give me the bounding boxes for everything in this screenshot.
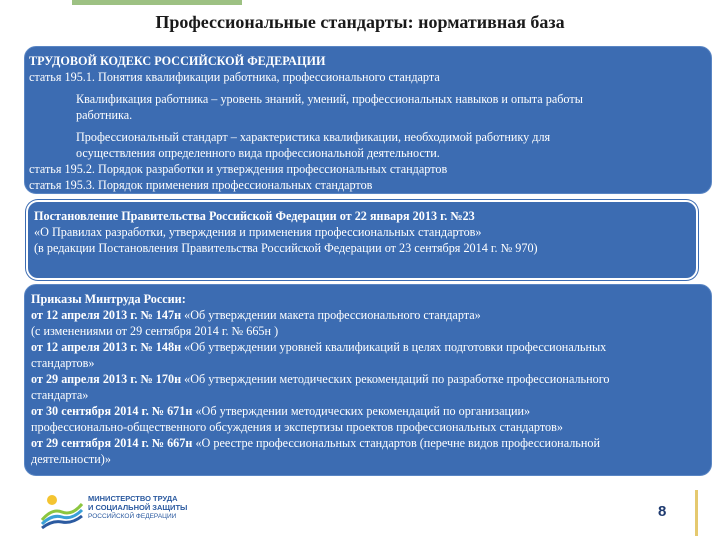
mintrud-orders-box (24, 284, 712, 476)
order-line: стандартов» (31, 356, 95, 370)
decree-title: «О Правилах разработки, утверждения и применения профессиональных стандартов» (34, 225, 482, 239)
order-line: деятельности)» (31, 452, 111, 466)
orders-heading: Приказы Минтруда России: (31, 292, 186, 306)
order-line: от 29 апреля 2013 г. № 170н «Об утверждении методических рекомендаций по разработке профессионального (31, 372, 610, 386)
page-number: 8 (658, 503, 667, 520)
labor-code-heading: ТРУДОВОЙ КОДЕКС РОССИЙСКОЙ ФЕДЕРАЦИИ (29, 54, 326, 68)
ministry-logo-icon (38, 490, 84, 530)
standard-definition-line1: Профессиональный стандарт – характеристика квалификации, необходимой работнику для (76, 130, 551, 144)
standard-definition-line2: осуществления определенного вида профессиональной деятельности. (76, 146, 440, 160)
order-line: от 29 сентября 2014 г. № 667н «О реестре профессиональных стандартов (перечне видов профессиональной (31, 436, 600, 450)
article-195-2: статья 195.2. Порядок разработки и утверждения профессиональных стандартов (29, 162, 448, 176)
government-decree-box (26, 200, 698, 280)
order-line: от 30 сентября 2014 г. № 671н «Об утверждении методических рекомендаций по организации» (31, 404, 531, 418)
order-line: от 12 апреля 2013 г. № 148н «Об утверждении уровней квалификаций в целях подготовки профессиональных (31, 340, 607, 354)
labor-code-box (24, 46, 712, 194)
article-195-3: статья 195.3. Порядок применения профессиональных стандартов (29, 178, 373, 192)
decree-heading: Постановление Правительства Российской Федерации от 22 января 2013 г. №23 (34, 209, 475, 223)
order-line: от 12 апреля 2013 г. № 147н «Об утверждении макета профессионального стандарта» (31, 308, 481, 322)
ministry-logo-text: МИНИСТЕРСТВО ТРУДА И СОЦИАЛЬНОЙ ЗАЩИТЫ РОССИЙСКОЙ ФЕДЕРАЦИИ (88, 494, 188, 520)
order-line: (с изменениями от 29 сентября 2014 г. № 665н ) (31, 324, 279, 338)
page-title: Профессиональные стандарты: нормативная база (155, 12, 565, 32)
qualification-definition-line2: работника. (76, 108, 133, 122)
decree-revision: (в редакции Постановления Правительства Российской Федерации от 23 сентября 2014 г. № 970) (34, 241, 538, 255)
qualification-definition-line1: Квалификация работника – уровень знаний, умений, профессиональных навыков и опыта работы (76, 92, 583, 106)
top-accent-bar (72, 0, 242, 5)
order-line: стандарта» (31, 388, 89, 402)
article-195-1: статья 195.1. Понятия квалификации работника, профессионального стандарта (29, 70, 440, 84)
order-line: профессионально-общественного обсуждения и экспертизы проектов профессиональных стандартов» (31, 420, 563, 434)
